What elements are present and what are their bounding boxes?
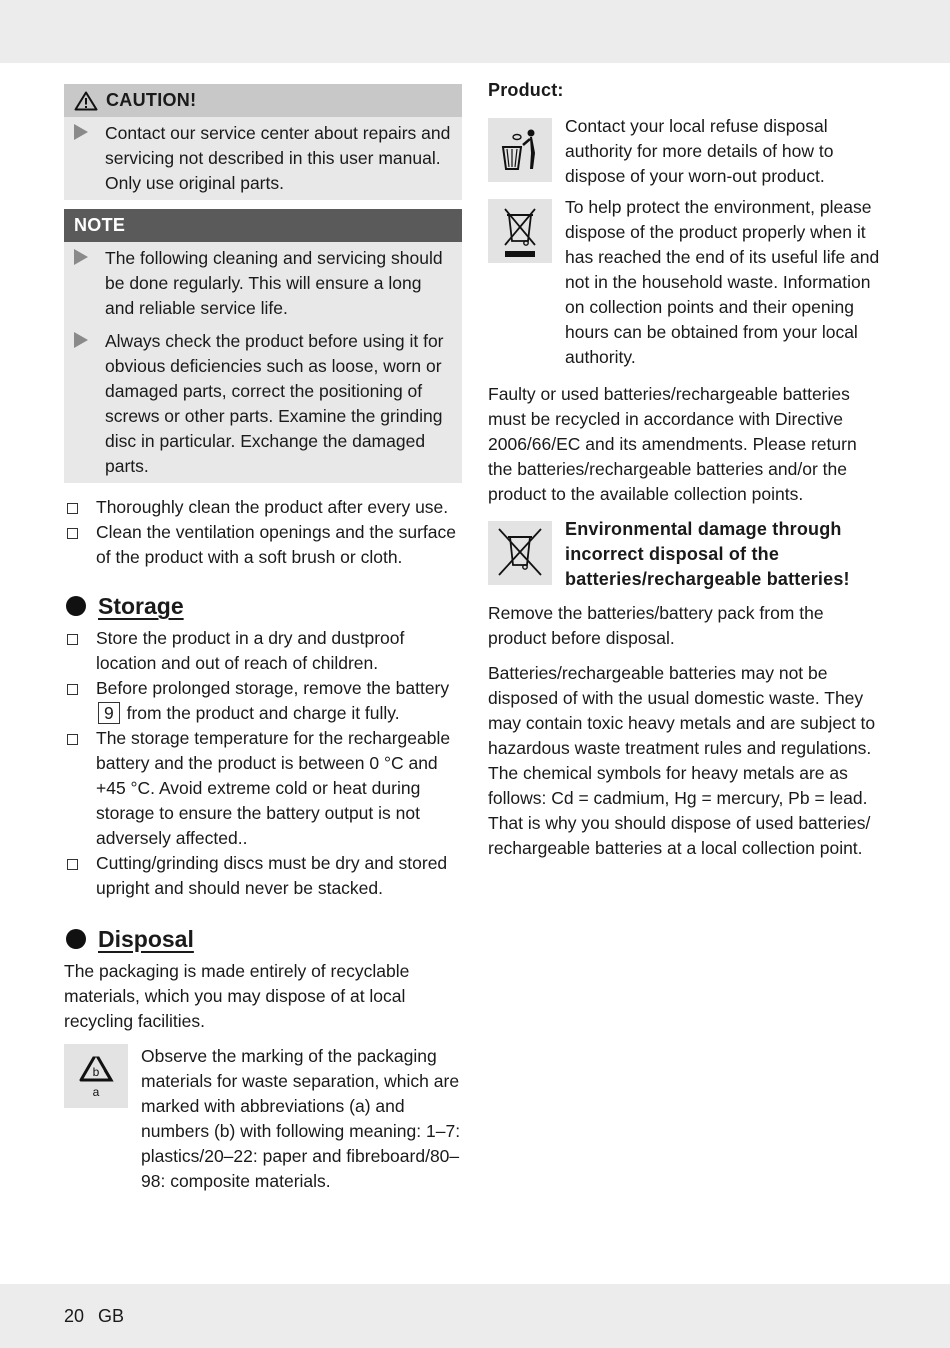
step-text-part: from the product and charge it fully.: [126, 703, 400, 723]
language-code: GB: [98, 1306, 125, 1326]
step-text: Thoroughly clean the product after every use.: [96, 497, 449, 517]
disposal-heading: [64, 925, 462, 953]
note-item-text: Always check the product before using it for obvious deficiencies such as loose, worn or damaged parts, correct the positioning of screws or other parts. Examine the grinding disc in particular. Exchange the damaged parts.: [105, 331, 444, 476]
battery-warning-text: Environmental damage through incorrect disposal of the batteries/rechargeable batteries!: [565, 519, 850, 589]
caution-title: CAUTION!: [106, 90, 197, 110]
disposal-title: Disposal: [98, 926, 194, 952]
step-item: [64, 495, 462, 520]
recycling-row: [64, 1044, 462, 1194]
step-text-part: Before prolonged storage, remove the battery: [96, 678, 450, 698]
note-box: [64, 209, 462, 483]
note-item-text: The following cleaning and servicing should be done regularly. This will ensure a long and reliable service life.: [105, 248, 443, 318]
step-item: [64, 851, 462, 901]
crossed-out-battery-bin-icon: [488, 521, 552, 585]
section-bullet-icon: [66, 596, 86, 616]
heavy-metals-paragraph: Batteries/rechargeable batteries may not be disposed of with the usual domestic waste. They may contain toxic heavy metals and are subject to hazardous waste treatment rules and regulations. The chemical symbols for heavy metals are as follows: Cd = cadmium, Hg = mercury, Pb = lead. That is why you should dispose of used batteries/ rechargeable batteries at a local collection point.: [488, 663, 876, 858]
cleaning-steps: [64, 495, 462, 570]
product-heading: Product:: [488, 80, 564, 100]
recycle-code-a: a: [92, 1085, 100, 1099]
note-item: [74, 329, 454, 479]
recycling-text: Observe the marking of the packaging materials for waste separation, which are marked with abbreviations (a) and numbers (b) with following meaning: 1–7: plastics/20–22: paper and fibreboard/80–98: composite materials.: [141, 1046, 461, 1191]
crossed-out-wheelie-bin-icon: [488, 199, 552, 263]
checkbox-square-icon: [64, 726, 96, 851]
caution-item: [74, 121, 454, 196]
triangle-bullet-icon: [74, 329, 105, 479]
note-title: NOTE: [74, 215, 126, 235]
weee-text: To help protect the environment, please dispose of the product properly when it has reached the end of its useful life and not in the household waste. Information on collection points and their opening hours can be obtained from your local authority.: [565, 197, 880, 367]
checkbox-square-icon: [64, 626, 96, 676]
step-text: Store the product in a dry and dustproof location and out of reach of children.: [96, 628, 405, 673]
step-item: [64, 626, 462, 676]
checkbox-square-icon: [64, 520, 96, 570]
batteries-paragraph: Faulty or used batteries/rechargeable batteries must be recycled in accordance with Directive 2006/66/EC and its amendments. Please return the batteries/rechargeable batteries and/or the product to the available collection points.: [488, 384, 857, 504]
step-item: [64, 676, 462, 726]
page-number: 20: [64, 1306, 85, 1326]
weee-row: [488, 199, 883, 370]
checkbox-square-icon: [64, 495, 96, 520]
step-text: Clean the ventilation openings and the surface of the product with a soft brush or cloth.: [96, 522, 456, 567]
note-header: [64, 209, 462, 242]
triangle-bullet-icon: [74, 121, 105, 196]
caution-item-text: Contact our service center about repairs and servicing not described in this user manual. Only use original parts.: [105, 123, 451, 193]
triangle-bullet-icon: [74, 246, 105, 321]
storage-title: Storage: [98, 593, 184, 619]
right-column: [488, 78, 883, 861]
section-bullet-icon: [66, 929, 86, 949]
caution-body: [64, 117, 462, 200]
page-footer: [64, 1304, 138, 1329]
remove-paragraph: Remove the batteries/battery pack from the product before disposal.: [488, 603, 824, 648]
step-text: The storage temperature for the rechargeable battery and the product is between 0 °C and +45 °C. Avoid extreme cold or heat during storage to ensure the battery output is not adversely affected..: [96, 728, 451, 848]
header-band: [0, 0, 950, 63]
left-column: [64, 84, 462, 1194]
litter-bin-person-icon: [488, 118, 552, 182]
note-item: [74, 246, 454, 321]
step-text: Cutting/grinding discs must be dry and stored upright and should never be stacked.: [96, 853, 448, 898]
caution-header: [64, 84, 462, 117]
note-body: [64, 242, 462, 483]
bin-row: [488, 118, 883, 189]
storage-heading: [64, 592, 462, 620]
recycle-code-b: b: [92, 1065, 100, 1079]
part-reference-number: 9: [98, 702, 120, 724]
recycling-symbol-icon: [64, 1044, 128, 1108]
step-text: [96, 676, 462, 726]
checkbox-square-icon: [64, 851, 96, 901]
step-item: [64, 726, 462, 851]
checkbox-square-icon: [64, 676, 96, 726]
storage-steps: [64, 626, 462, 901]
step-item: [64, 520, 462, 570]
disposal-intro: The packaging is made entirely of recyclable materials, which you may dispose of at local recycling facilities.: [64, 961, 410, 1031]
battery-warning-row: [488, 521, 883, 592]
warning-triangle-icon: [74, 91, 98, 111]
bin-text: Contact your local refuse disposal authority for more details of how to dispose of your worn-out product.: [565, 116, 834, 186]
footer-band: [0, 1284, 950, 1348]
caution-box: [64, 84, 462, 200]
